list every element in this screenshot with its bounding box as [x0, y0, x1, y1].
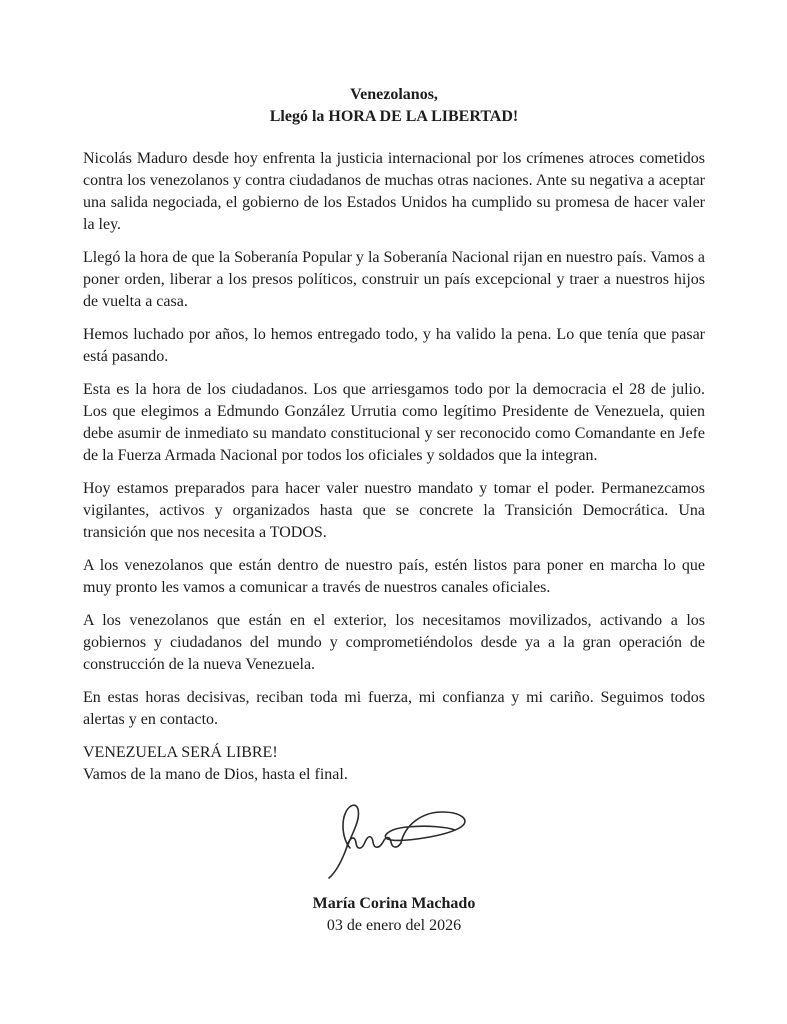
body-paragraph-7: A los venezolanos que están en el exterior, los necesitamos movilizados, activando a los gobiernos y ciudadanos del mundo y comprometiéndolos desde ya a la gran operación de construcción de la nueva Venezuela.	[83, 612, 705, 673]
signature-date: 03 de enero del 2026	[326, 917, 462, 934]
body-paragraph-5: Hoy estamos preparados para hacer valer nuestro mandato y tomar el poder. Permanezcamos vigilantes, activos y organizados hasta que se concrete la Transición Democrática. Una transición que nos necesita a TODOS.	[83, 480, 705, 541]
body-paragraph-2: Llegó la hora de que la Soberanía Popular y la Soberanía Nacional rijan en nuestro país. Vamos a poner orden, liberar a los presos políticos, construir un país excepcional y traer a nuestros hijos de vuelta a casa.	[83, 249, 705, 310]
signer-name: María Corina Machado	[312, 895, 476, 912]
closing-line2: Vamos de la mano de Dios, hasta el final.	[83, 766, 348, 783]
letter-title-line1: Venezolanos,	[350, 86, 438, 103]
signature-area	[83, 796, 705, 887]
body-paragraph-4: Esta es la hora de los ciudadanos. Los que arriesgamos todo por la democracia el 28 de julio. Los que elegimos a Edmundo González Urrutia como legítimo Presidente de Venezuela, quien debe asumir de inmediato su mandato constitucional y ser reconocido como Comandante en Jefe de la Fuerza Armada Nacional por todos los oficiales y soldados que la integran.	[83, 381, 705, 464]
body-paragraph-8: En estas horas decisivas, reciban toda mi fuerza, mi confianza y mi cariño. Seguimos todos alertas y en contacto.	[83, 689, 705, 728]
closing-block	[83, 742, 705, 786]
closing-line1: VENEZUELA SERÁ LIBRE!	[83, 744, 278, 761]
letter-title	[83, 84, 705, 128]
body-paragraph-1: Nicolás Maduro desde hoy enfrenta la justicia internacional por los crímenes atroces cometidos contra los venezolanos y contra ciudadanos de muchas otras naciones. Ante su negativa a aceptar una salida negociada, el gobierno de los Estados Unidos ha cumplido su promesa de hacer valer la ley.	[83, 150, 705, 233]
signature-image	[309, 796, 479, 882]
body-paragraph-3: Hemos luchado por años, lo hemos entregado todo, y ha valido la pena. Lo que tenía que pasar está pasando.	[83, 326, 705, 365]
letter-title-line2: Llegó la HORA DE LA LIBERTAD!	[269, 108, 519, 125]
body-paragraph-6: A los venezolanos que están dentro de nuestro país, estén listos para poner en marcha lo que muy pronto les vamos a comunicar a través de nuestros canales oficiales.	[83, 557, 705, 596]
